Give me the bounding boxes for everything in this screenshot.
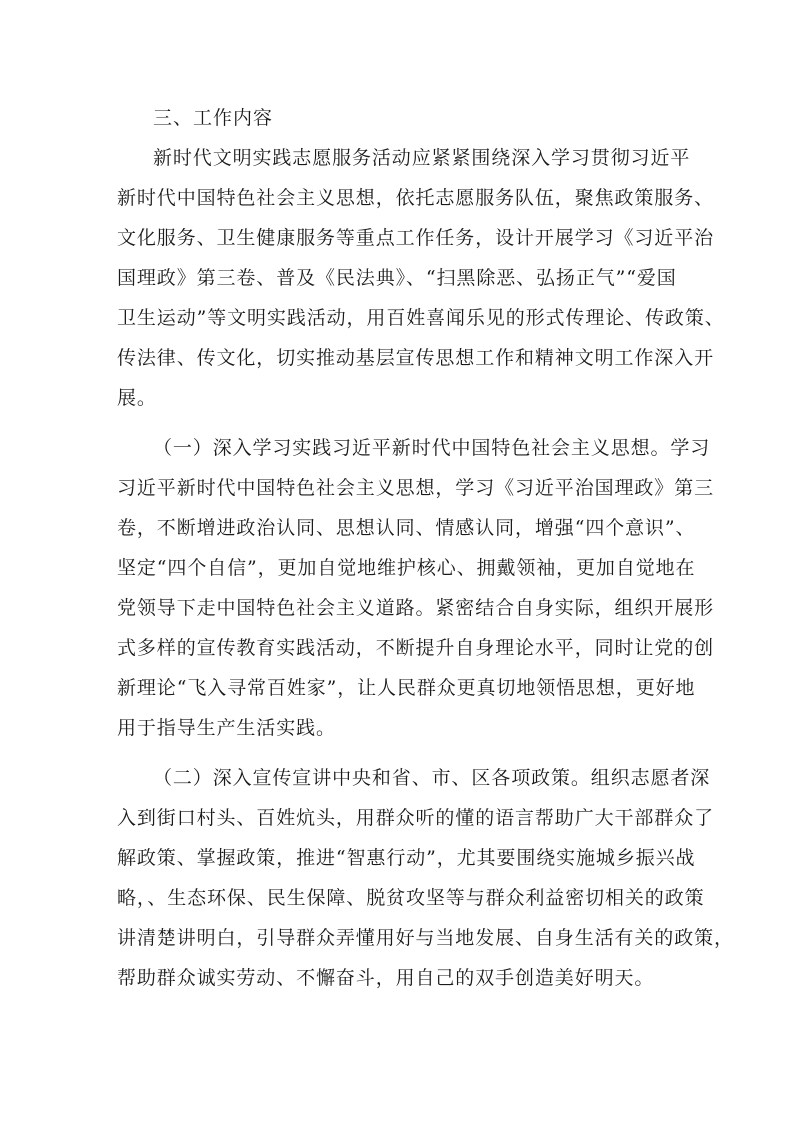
text-line: 解政策、掌握政策，推进“智惠行动”，尤其要围绕实施城乡振兴战	[117, 847, 696, 869]
text-line: 党领导下走中国特色社会主义道路。紧密结合自身实际，组织开展形	[117, 597, 715, 619]
document-body	[117, 98, 734, 998]
paragraph-gap	[117, 748, 679, 758]
text-line: 帮助群众诚实劳动、不懈奋斗，用自己的双手创造美好明天。	[117, 967, 655, 989]
text-line: 新时代文明实践志愿服务活动应紧紧围绕深入学习贯彻习近平	[153, 147, 691, 169]
text-line: 入到街口村头、百姓炕头，用群众听的懂的语言帮助广大干部群众了	[117, 807, 715, 829]
paragraph-gap	[117, 418, 679, 428]
text-line: 式多样的宣传教育实践活动，不断提升自身理论水平，同时让党的创	[117, 637, 715, 659]
paragraph-intro	[117, 138, 725, 418]
text-line: 国理政》第三卷、普及《民法典》、“扫黑除恶、弘扬正气”“爱国	[117, 267, 677, 289]
text-line: 卫生运动”等文明实践活动，用百姓喜闻乐见的形式传理论、传政策、	[117, 307, 725, 329]
text-line: 坚定“四个自信”，更加自觉地维护核心、拥戴领袖，更加自觉地在	[117, 557, 696, 579]
text-line: 新理论“飞入寻常百姓家”，让人民群众更真切地领悟思想，更好地	[117, 677, 696, 699]
paragraph-item-2	[117, 758, 734, 998]
text-line: 展。	[117, 387, 157, 409]
paragraph-item-1	[117, 428, 715, 748]
text-line: 讲清楚讲明白，引导群众弄懂用好与当地发展、自身生活有关的政策，	[117, 927, 734, 949]
text-line: 传法律、传文化，切实推动基层宣传思想工作和精神文明工作深入开	[117, 347, 715, 369]
text-line: （二）深入宣传宣讲中央和省、市、区各项政策。组织志愿者深	[153, 767, 711, 789]
text-line: （一）深入学习实践习近平新时代中国特色社会主义思想。学习	[153, 437, 711, 459]
text-line: 略，、生态环保、民生保障、脱贫攻坚等与群众利益密切相关的政策	[117, 887, 705, 909]
text-line: 新时代中国特色社会主义思想，依托志愿服务队伍，聚焦政策服务、	[117, 187, 715, 209]
section-heading: 三、工作内容	[153, 107, 274, 129]
text-line: 用于指导生产生活实践。	[117, 717, 336, 739]
text-line: 习近平新时代中国特色社会主义思想，学习《习近平治国理政》第三	[117, 477, 715, 499]
text-line: 文化服务、卫生健康服务等重点工作任务，设计开展学习《习近平治	[117, 227, 715, 249]
text-line: 卷，不断增进政治认同、思想认同、情感认同，增强“四个意识”、	[117, 517, 696, 539]
